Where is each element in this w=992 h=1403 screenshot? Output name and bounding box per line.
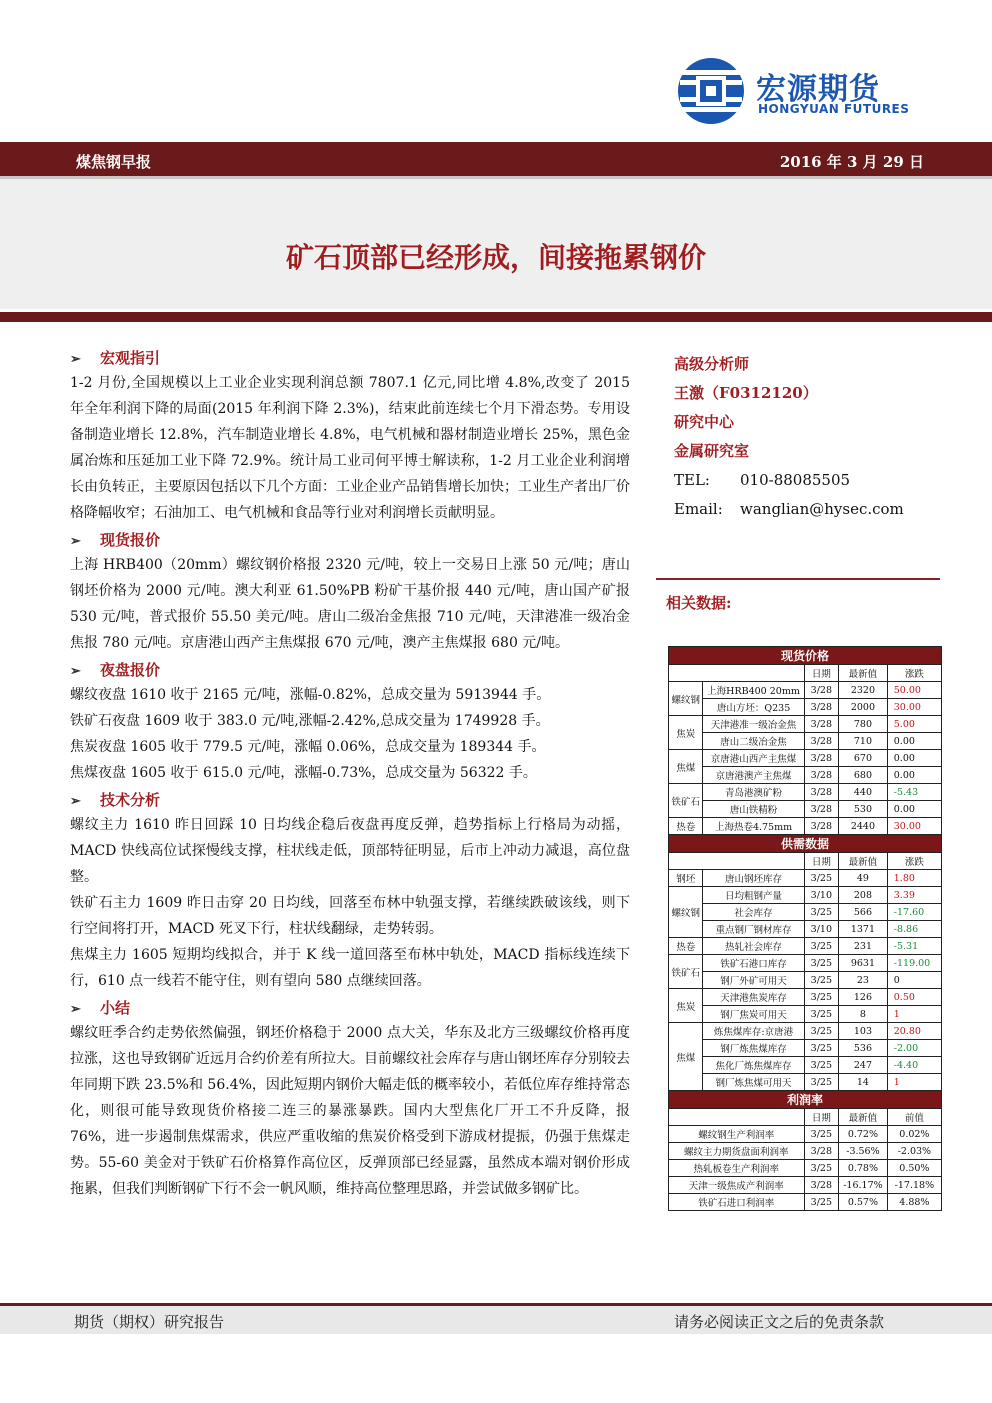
- row-date: 3/25: [804, 1023, 839, 1040]
- table-section-header: [669, 1091, 942, 1109]
- row-value: 680: [839, 767, 888, 784]
- hongyuan-logo-icon: [676, 56, 746, 126]
- row-change: 3.39: [887, 887, 941, 904]
- column-header: 涨跌: [887, 665, 941, 682]
- row-item: 钢厂炼焦煤库存: [703, 1040, 804, 1057]
- row-change: 0: [887, 972, 941, 989]
- table-row: [669, 921, 942, 938]
- night-line: 铁矿石夜盘 1609 收于 383.0 元/吨,涨幅-2.42%,总成交量为 1749928 手。: [70, 713, 550, 729]
- row-item: 钢厂焦炭可用天: [703, 1006, 804, 1023]
- row-item: 铁矿石港口库存: [703, 955, 804, 972]
- section-title: 利润率: [669, 1091, 942, 1109]
- logo-chinese-name: 宏源期货: [756, 72, 880, 107]
- row-change: 30.00: [887, 818, 941, 835]
- row-value: 530: [839, 801, 888, 818]
- row-date: 3/25: [804, 904, 839, 921]
- table-row: [669, 1126, 942, 1143]
- row-date: 3/25: [804, 1006, 839, 1023]
- tech-paragraph: 铁矿石主力 1609 昨日击穿 20 日均线，回落至布林中轨强支撑，若继续跌破该线，则下行空间将打开，MACD 死叉下行，柱状线翻绿，走势转弱。: [70, 895, 630, 937]
- row-value: 231: [839, 938, 888, 955]
- row-date: 3/28: [804, 699, 839, 716]
- row-value: 0.78%: [839, 1160, 888, 1177]
- table-row: [669, 716, 942, 733]
- analyst-dept: 研究中心: [674, 413, 735, 431]
- table-section-header: [669, 835, 942, 853]
- report-type: 煤焦钢早报: [76, 153, 152, 171]
- analyst-email[interactable]: Email: wanglian@hysec.com: [674, 500, 904, 518]
- row-item: 钢厂外矿可用天: [703, 972, 804, 989]
- row-prev-value: -17.18%: [887, 1177, 941, 1194]
- footer-disclaimer-text: 请务必阅读正文之后的免责条款: [673, 1313, 884, 1331]
- row-value: 0.57%: [839, 1194, 888, 1211]
- column-header: 涨跌: [887, 853, 941, 870]
- row-date: 3/10: [804, 887, 839, 904]
- row-date: 3/25: [804, 972, 839, 989]
- table-row: [669, 955, 942, 972]
- row-item: 热轧板卷生产利润率: [669, 1160, 805, 1177]
- arrow-bullet-icon: ➢: [70, 534, 81, 549]
- row-category: 焦煤: [669, 750, 703, 784]
- row-value: 103: [839, 1023, 888, 1040]
- row-item: 重点钢厂钢材库存: [703, 921, 804, 938]
- row-value: 9631: [839, 955, 888, 972]
- table-row: [669, 1160, 942, 1177]
- row-category: 钢坯: [669, 870, 703, 887]
- table-row: [669, 1194, 942, 1211]
- row-item: 热轧社会库存: [703, 938, 804, 955]
- analyst-title: 高级分析师: [674, 355, 750, 373]
- footer-left-text: 期货（期权）研究报告: [74, 1313, 225, 1331]
- column-header: 日期: [804, 665, 839, 682]
- row-change: -17.60: [887, 904, 941, 921]
- night-line: 焦炭夜盘 1605 收于 779.5 元/吨，涨幅 0.06%，总成交量为 189344 手。: [70, 739, 546, 755]
- table-row: [669, 887, 942, 904]
- row-category: 焦炭: [669, 989, 703, 1023]
- night-line: 焦煤夜盘 1605 收于 615.0 元/吨，涨幅-0.73%，总成交量为 56322 手。: [70, 765, 537, 781]
- row-change: 1: [887, 1006, 941, 1023]
- company-logo: [676, 52, 936, 132]
- row-category: 热卷: [669, 818, 703, 835]
- row-item: 唐山方坯：Q235: [703, 699, 804, 716]
- summary-paragraph: 螺纹旺季合约走势依然偏强，钢坯价格稳于 2000 点大关，华东及北方三级螺纹价格再度拉涨，这也导致钢矿近远月合约价差有所拉大。目前螺纹社会库存与唐山钢坯库存分别较去年同期下跌 23.5%和 56.4%，因此短期内钢价大幅走低的概率较小，若低位库存维持常态化，则很可能导致现货价格接二连三的暴涨暴跌。国内大型焦化厂开工不升反降，报 76%，进一步遏制焦煤需求，供应严重收缩的焦炭价格受到下游成材提振，仍强于焦煤走势。55-60 美金对于铁矿石价格算作高位区，反弹顶部已经显露，虽然成本端对钢价形成拖累，但我们判断钢矿下行不会一帆风顺，维持高位整理思路，并尝试做多钢矿比。: [70, 1025, 630, 1197]
- row-category: 焦炭: [669, 716, 703, 750]
- section-heading: ➢ 现货报价: [70, 528, 630, 552]
- row-value: -3.56%: [839, 1143, 888, 1160]
- row-value: 440: [839, 784, 888, 801]
- column-header: 最新值: [839, 853, 888, 870]
- row-date: 3/10: [804, 921, 839, 938]
- table-row: [669, 818, 942, 835]
- table-row: [669, 784, 942, 801]
- table-row: [669, 1057, 942, 1074]
- column-header: 日期: [804, 1109, 839, 1126]
- row-date: 3/28: [804, 767, 839, 784]
- row-item: 京唐港山西产主焦煤: [703, 750, 804, 767]
- row-value: 126: [839, 989, 888, 1006]
- table-row: [669, 1006, 942, 1023]
- row-item: 青岛港澳矿粉: [703, 784, 804, 801]
- row-change: -2.00: [887, 1040, 941, 1057]
- row-category: 焦煤: [669, 1023, 703, 1091]
- analyst-tel: TEL: 010-88085505: [674, 471, 851, 489]
- sidebar-divider: [656, 578, 940, 580]
- title-band: [0, 312, 992, 322]
- row-date: 3/25: [804, 955, 839, 972]
- logo-english-name: HONGYUAN FUTURES: [758, 102, 910, 116]
- row-change: 0.00: [887, 733, 941, 750]
- header-spacer: [669, 1109, 805, 1126]
- tech-paragraph: 焦煤主力 1605 短期均线拟合，并于 K 线一道回落至布林中轨处，MACD 指标线连续下行，610 点一线若不能守住，则有望向 580 点继续回落。: [70, 947, 630, 989]
- row-date: 3/25: [804, 1160, 839, 1177]
- row-change: -119.00: [887, 955, 941, 972]
- row-item: 焦化厂炼焦煤库存: [703, 1057, 804, 1074]
- row-value: 1371: [839, 921, 888, 938]
- row-date: 3/25: [804, 989, 839, 1006]
- row-date: 3/25: [804, 870, 839, 887]
- analyst-name: 王激（F0312120）: [674, 384, 818, 402]
- table-row: [669, 801, 942, 818]
- row-item: 唐山铁精粉: [703, 801, 804, 818]
- table-row: [669, 1177, 942, 1194]
- table-section-header: [669, 647, 942, 665]
- tech-paragraph: 螺纹主力 1610 昨日回踩 10 日均线企稳后夜盘再度反弹，趋势指标上行格局为动摇，MACD 快线高位试探慢线支撑，柱状线走低，顶部特征明显，后市上冲动力减退，高位盘整。: [70, 817, 630, 885]
- row-change: 30.00: [887, 699, 941, 716]
- row-date: 3/28: [804, 750, 839, 767]
- row-item: 唐山二级冶金焦: [703, 733, 804, 750]
- row-change: -8.86: [887, 921, 941, 938]
- market-data-table: [668, 646, 942, 1211]
- row-value: 536: [839, 1040, 888, 1057]
- row-value: 780: [839, 716, 888, 733]
- row-change: 1: [887, 1074, 941, 1091]
- table-row: [669, 682, 942, 699]
- column-header: 前值: [887, 1109, 941, 1126]
- table-row: [669, 1040, 942, 1057]
- row-value: 8: [839, 1006, 888, 1023]
- row-item: 铁矿石进口利润率: [669, 1194, 805, 1211]
- row-change: 5.00: [887, 716, 941, 733]
- table-row: [669, 1023, 942, 1040]
- section-heading: ➢ 夜盘报价: [70, 658, 630, 682]
- section-heading: ➢ 小结: [70, 996, 630, 1020]
- row-item: 京唐港澳产主焦煤: [703, 767, 804, 784]
- row-change: 20.80: [887, 1023, 941, 1040]
- table-column-headers: [669, 665, 942, 682]
- row-value: 2000: [839, 699, 888, 716]
- row-date: 3/28: [804, 784, 839, 801]
- table-column-headers: [669, 853, 942, 870]
- table-row: [669, 767, 942, 784]
- row-item: 天津港准一级冶金焦: [703, 716, 804, 733]
- row-date: 3/25: [804, 1040, 839, 1057]
- night-line: 螺纹夜盘 1610 收于 2165 元/吨，涨幅-0.82%，总成交量为 5913944 手。: [70, 687, 551, 703]
- header-spacer: [669, 853, 805, 870]
- row-date: 3/28: [804, 1143, 839, 1160]
- row-item: 螺纹钢生产利润率: [669, 1126, 805, 1143]
- section-title: 供需数据: [669, 835, 942, 853]
- table-column-headers: [669, 1109, 942, 1126]
- table-row: [669, 989, 942, 1006]
- analyst-info: [674, 350, 934, 524]
- row-category: 热卷: [669, 938, 703, 955]
- row-value: 2320: [839, 682, 888, 699]
- row-date: 3/25: [804, 1194, 839, 1211]
- table-row: [669, 870, 942, 887]
- row-item: 天津一级焦成产利润率: [669, 1177, 805, 1194]
- row-value: 49: [839, 870, 888, 887]
- table-row: [669, 699, 942, 716]
- table-row: [669, 1143, 942, 1160]
- row-date: 3/28: [804, 733, 839, 750]
- row-value: 710: [839, 733, 888, 750]
- row-change: -5.43: [887, 784, 941, 801]
- spot-paragraph: 上海 HRB400（20mm）螺纹钢价格报 2320 元/吨，较上一交易日上涨 50 元/吨；唐山钢坯价格为 2000 元/吨。澳大利亚 61.50%PB 粉矿干基价报 440 元/吨，唐山国产矿报 530 元/吨，普式报价 55.50 美元/吨。唐山二级冶金焦报 710 元/吨，天津港准一级冶金焦报 780 元/吨。京唐港山西产主焦煤报 670 元/吨，澳产主焦煤报 680 元/吨。: [70, 557, 630, 651]
- arrow-bullet-icon: ➢: [70, 352, 81, 367]
- table-row: [669, 1074, 942, 1091]
- arrow-bullet-icon: ➢: [70, 664, 81, 679]
- arrow-bullet-icon: ➢: [70, 1002, 81, 1017]
- row-change: 1.80: [887, 870, 941, 887]
- column-header: 最新值: [839, 665, 888, 682]
- header-spacer: [669, 665, 805, 682]
- report-date: 2016 年 3 月 29 日: [779, 153, 924, 171]
- row-item: 天津港焦炭库存: [703, 989, 804, 1006]
- row-change: -4.40: [887, 1057, 941, 1074]
- row-value: 14: [839, 1074, 888, 1091]
- row-change: -5.31: [887, 938, 941, 955]
- row-prev-value: 0.02%: [887, 1126, 941, 1143]
- report-body: [70, 344, 630, 1202]
- row-date: 3/28: [804, 716, 839, 733]
- row-value: 208: [839, 887, 888, 904]
- row-date: 3/28: [804, 1177, 839, 1194]
- row-change: 0.00: [887, 750, 941, 767]
- row-prev-value: -2.03%: [887, 1143, 941, 1160]
- row-item: 社会库存: [703, 904, 804, 921]
- row-change: 0.00: [887, 767, 941, 784]
- row-item: 上海热卷4.75mm: [703, 818, 804, 835]
- row-date: 3/25: [804, 1057, 839, 1074]
- table-row: [669, 750, 942, 767]
- section-title: 现货价格: [669, 647, 942, 665]
- row-date: 3/25: [804, 938, 839, 955]
- row-value: 23: [839, 972, 888, 989]
- section-heading: ➢ 宏观指引: [70, 346, 630, 370]
- row-change: 50.00: [887, 682, 941, 699]
- section-heading: ➢ 技术分析: [70, 788, 630, 812]
- column-header: 日期: [804, 853, 839, 870]
- table-row: [669, 733, 942, 750]
- row-date: 3/25: [804, 1074, 839, 1091]
- related-data-label: 相关数据:: [666, 594, 732, 612]
- row-value: 2440: [839, 818, 888, 835]
- row-date: 3/28: [804, 682, 839, 699]
- row-item: 钢厂炼焦煤可用天: [703, 1074, 804, 1091]
- row-item: 螺纹主力期货盘面利润率: [669, 1143, 805, 1160]
- table-row: [669, 904, 942, 921]
- column-header: 最新值: [839, 1109, 888, 1126]
- row-prev-value: 0.50%: [887, 1160, 941, 1177]
- arrow-bullet-icon: ➢: [70, 794, 81, 809]
- row-category: 铁矿石: [669, 784, 703, 818]
- row-date: 3/28: [804, 818, 839, 835]
- row-value: 0.72%: [839, 1126, 888, 1143]
- row-item: 炼焦煤库存:京唐港: [703, 1023, 804, 1040]
- table-row: [669, 972, 942, 989]
- row-category: 螺纹钢: [669, 887, 703, 938]
- analyst-subdept: 金属研究室: [674, 442, 750, 460]
- row-date: 3/25: [804, 1126, 839, 1143]
- macro-paragraph: 1-2 月份,全国规模以上工业企业实现利润总额 7807.1 亿元,同比增 4.8%,改变了 2015 年全年利润下降的局面(2015 年利润下降 2.3%)，结束此前连续七个月下滑态势。专用设备制造业增长 12.8%，汽车制造业增长 4.8%，电气机械和器材制造业增长 25%，黑色金属冶炼和压延加工业下降 72.9%。统计局工业司何平博士解读称，1-2 月工业企业利润增长由负转正，主要原因包括以下几个方面：工业企业产品销售增长加快；工业生产者出厂价格降幅收窄；石油加工、电气机械和食品等行业对利润增长贡献明显。: [70, 375, 630, 521]
- row-value: 247: [839, 1057, 888, 1074]
- row-item: 日均粗钢产量: [703, 887, 804, 904]
- row-category: 铁矿石: [669, 955, 703, 989]
- row-value: -16.17%: [839, 1177, 888, 1194]
- row-value: 670: [839, 750, 888, 767]
- row-date: 3/28: [804, 801, 839, 818]
- row-category: 螺纹钢: [669, 682, 703, 716]
- row-value: 566: [839, 904, 888, 921]
- table-row: [669, 938, 942, 955]
- row-change: 0.50: [887, 989, 941, 1006]
- row-prev-value: 4.88%: [887, 1194, 941, 1211]
- row-item: 唐山钢坯库存: [703, 870, 804, 887]
- row-change: 0.00: [887, 801, 941, 818]
- report-title: 矿石顶部已经形成，间接拖累钢价: [285, 241, 706, 274]
- row-item: 上海HRB400 20mm: [703, 682, 804, 699]
